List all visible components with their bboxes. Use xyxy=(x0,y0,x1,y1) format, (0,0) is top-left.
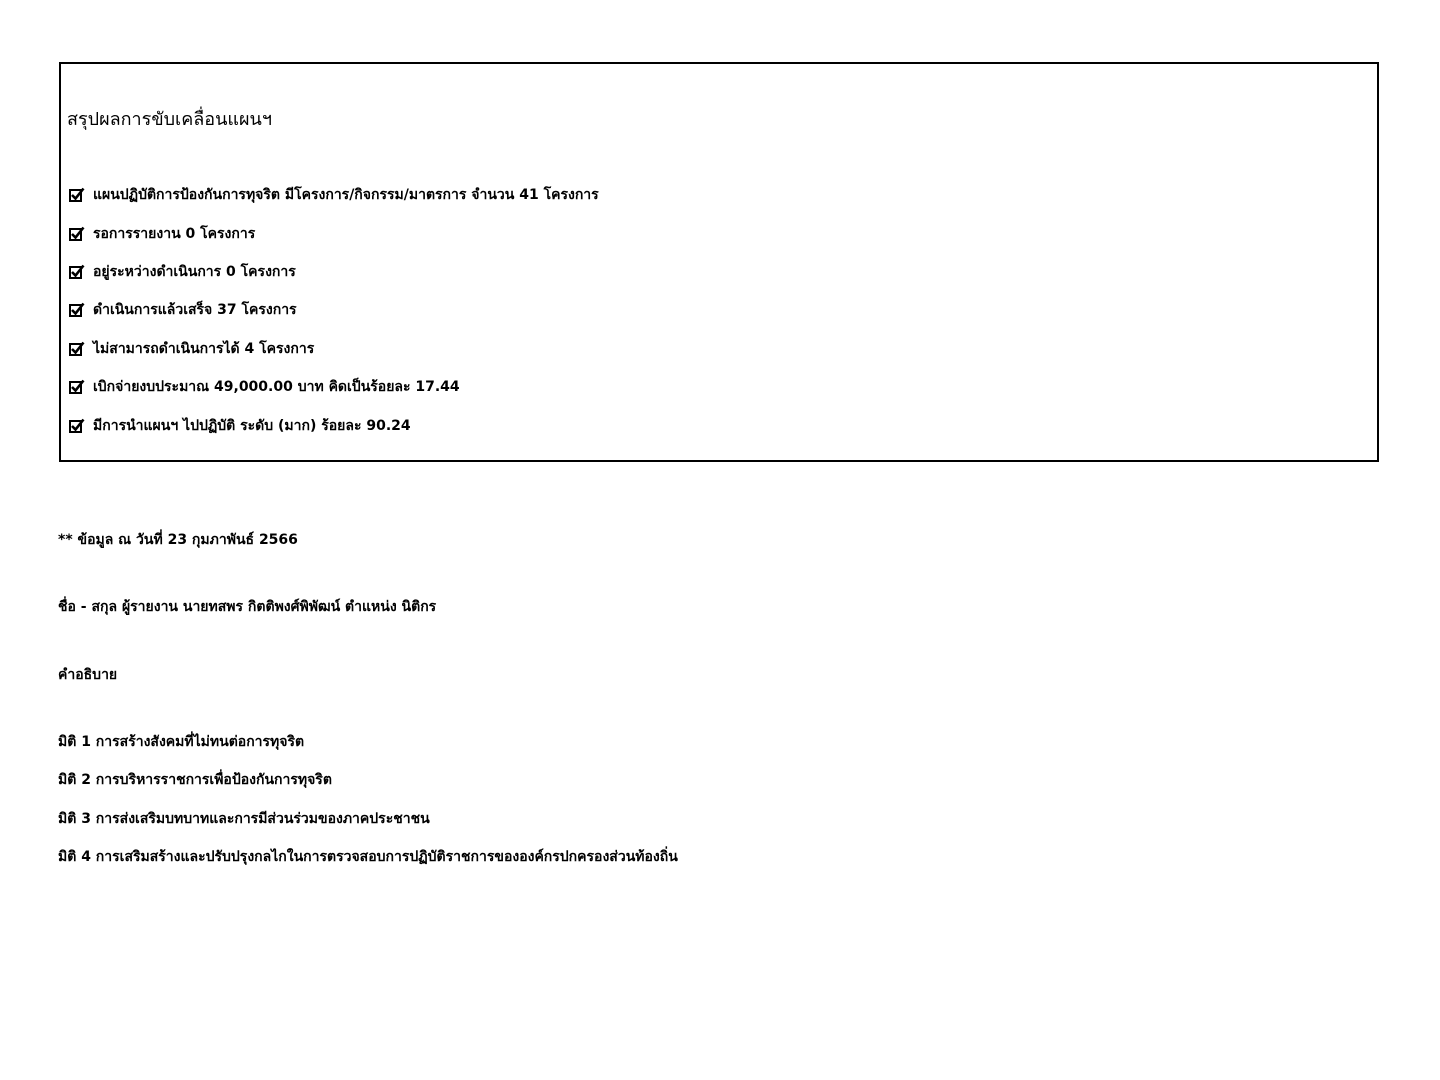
summary-list xyxy=(69,176,599,445)
summary-item-label: มีการนำแผนฯ ไปปฏิบัติ ระดับ (มาก) ร้อยละ 90.24 xyxy=(93,417,411,434)
checkbox-checked-icon xyxy=(69,341,85,357)
dimension-item-4: มิติ 4 การเสริมสร้างและปรับปรุงกลไกในการตรวจสอบการปฏิบัติราชการขององค์กรปกครองส่วนท้องถิ่น xyxy=(58,849,678,866)
dimension-item-1: มิติ 1 การสร้างสังคมที่ไม่ทนต่อการทุจริต xyxy=(58,734,305,750)
checkbox-checked-icon xyxy=(69,418,85,434)
summary-title: สรุปผลการขับเคลื่อนแผนฯ xyxy=(67,109,272,130)
summary-item-budget xyxy=(69,368,599,406)
summary-item-label: แผนปฏิบัติการป้องกันการทุจริต มีโครงการ/กิจกรรม/มาตรการ จำนวน 41 โครงการ xyxy=(93,187,599,204)
summary-item-label: รอการรายงาน 0 โครงการ xyxy=(93,225,256,242)
summary-item-implementation xyxy=(69,406,599,444)
dimension-item-3: มิติ 3 การส่งเสริมบทบาทและการมีส่วนร่วมของภาคประชาชน xyxy=(58,810,430,827)
dimension-list xyxy=(58,732,678,886)
summary-item-in-progress xyxy=(69,253,599,291)
checkbox-checked-icon xyxy=(69,264,85,280)
summary-box xyxy=(59,62,1379,462)
summary-item-not-possible xyxy=(69,330,599,368)
checkbox-checked-icon xyxy=(69,302,85,318)
checkbox-checked-icon xyxy=(69,379,85,395)
summary-item-completed xyxy=(69,291,599,329)
summary-item-projects-total xyxy=(69,176,599,214)
data-date-note: ** ข้อมูล ณ วันที่ 23 กุมภาพันธ์ 2566 xyxy=(58,532,298,548)
dimension-item-2: มิติ 2 การบริหารราชการเพื่อป้องกันการทุจริต xyxy=(58,772,332,789)
description-heading: คำอธิบาย xyxy=(58,667,118,683)
summary-item-pending xyxy=(69,214,599,252)
summary-item-label: อยู่ระหว่างดำเนินการ 0 โครงการ xyxy=(93,263,296,280)
checkbox-checked-icon xyxy=(69,226,85,242)
summary-item-label: ดำเนินการแล้วเสร็จ 37 โครงการ xyxy=(93,302,297,319)
summary-item-label: ไม่สามารถดำเนินการได้ 4 โครงการ xyxy=(93,340,315,357)
reporter-info: ชื่อ - สกุล ผู้รายงาน นายทสพร กิตติพงศ์พิพัฒน์ ตำแหน่ง นิติกร xyxy=(58,599,437,615)
checkbox-checked-icon xyxy=(69,187,85,203)
summary-item-label: เบิกจ่ายงบประมาณ 49,000.00 บาท คิดเป็นร้อยละ 17.44 xyxy=(93,379,460,396)
